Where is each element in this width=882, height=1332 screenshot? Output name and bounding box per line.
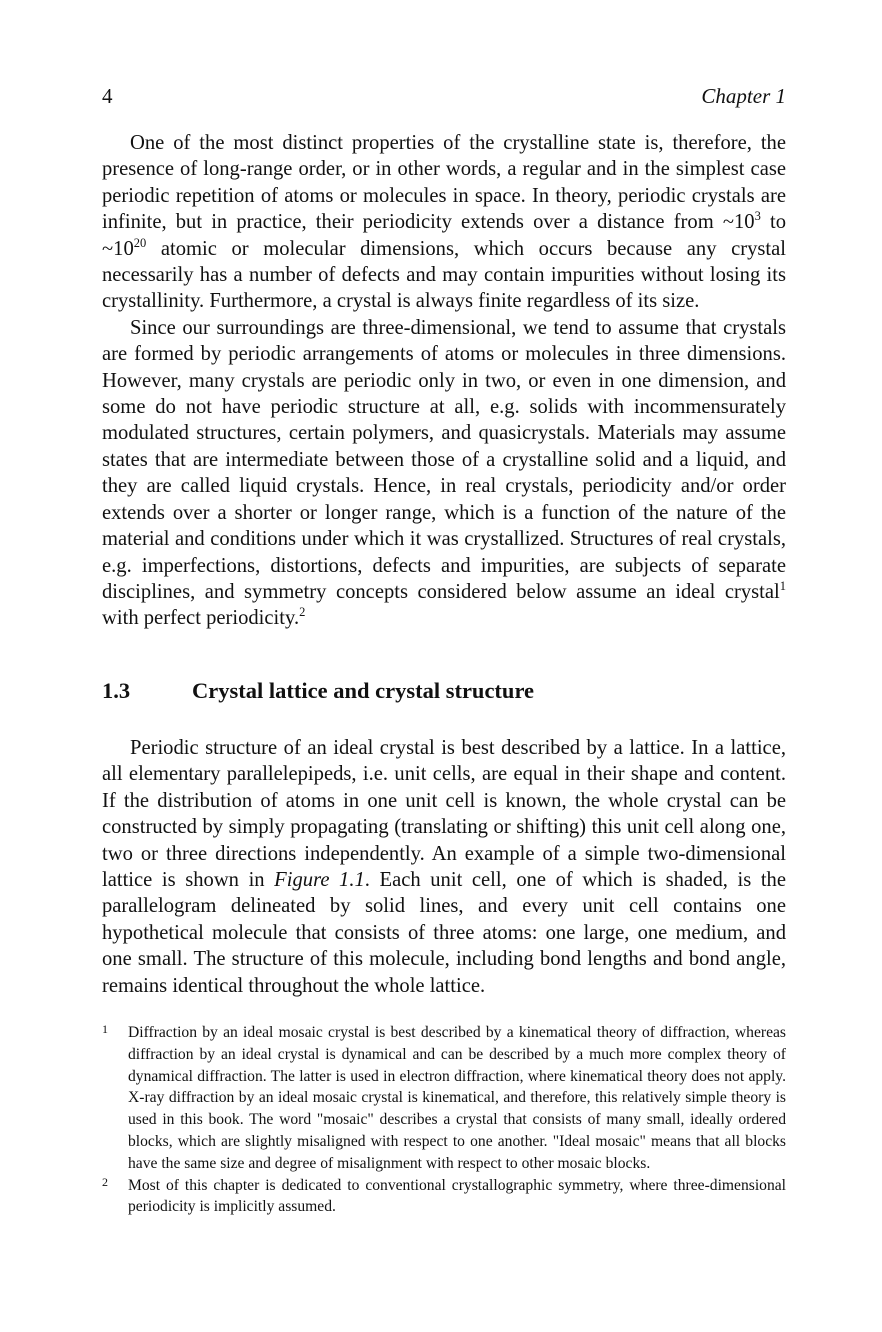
- paragraph-lattice: Periodic structure of an ideal crystal is best described by a lattice. In a lattice, all elementary parallelepipeds, i.e. unit cells, are equal in their shape and content. If the distribution of atoms in one unit cell is known, the whole crystal can be constructed by simply propagating (translating or shifting) this unit cell along one, two or three directions independently. An example of a simple two-dimensional lattice is shown in Figure 1.1. Each unit cell, one of which is shaded, is the parallelogram delineated by solid lines, and every unit cell contains one hypothetical molecule that consists of three atoms: one large, one medium, and one small. The structure of this molecule, including bond lengths and bond angle, remains identical throughout the whole lattice.: [102, 737, 786, 997]
- footnote-mark: 2: [102, 1174, 108, 1189]
- page-number: 4: [102, 84, 113, 108]
- footnote-mark: 1: [102, 1022, 108, 1036]
- section-number: 1.3: [102, 678, 131, 703]
- figure-reference[interactable]: Figure 1.1: [274, 869, 365, 892]
- footnotes: [102, 1022, 786, 1218]
- exponent-3: 3: [754, 209, 761, 224]
- exponent-20: 20: [133, 235, 147, 250]
- paragraph-dimensionality: Since our surroundings are three-dimensional, we tend to assume that crystals are formed by periodic arrangements of atoms or molecules in three dimensions. However, many crystals are periodic only in two, or even in one dimension, and some do not have periodic structure at all, e.g. solids with incommensurately modulated structures, certain polymers, and quasicrystals. Materials may assume states that are intermediate between those of a crystalline solid and a liquid, and they are called liquid crystals. Hence, in real crystals, periodicity and/or order extends over a shorter or longer range, which is a function of the nature of the material and conditions under which it was crystallized. Structures of real crystals, e.g. imperfections, distortions, defects and impurities, are subjects of separate disciplines, and symmetry concepts considered below assume an ideal crystal$^1$ with perfect periodicity.$^2$: [102, 316, 786, 630]
- footnote-ref-2[interactable]: 2: [299, 605, 306, 620]
- footnote-text: Diffraction by an ideal mosaic crystal is best described by a kinematical theory of diffraction, whereas diffraction by an ideal crystal is dynamical and can be described by a much more complex theory of dynamical diffraction. The latter is used in electron diffraction, where kinematical theory does not apply. X-ray diffraction by an ideal mosaic crystal is kinematical, and therefore, this relatively simple theory is used in this book. The word "mosaic" describes a crystal that consists of many small, ideally ordered blocks, which are slightly misaligned with respect to one another. "Ideal mosaic" means that all blocks have the same size and degree of misalignment with respect to other mosaic blocks.: [128, 1024, 786, 1172]
- section-title: Crystal lattice and crystal structure: [192, 678, 535, 703]
- running-header: [102, 84, 786, 110]
- chapter-label: Chapter 1: [701, 84, 786, 108]
- paragraph-long-range-order: One of the most distinct properties of the crystalline state is, therefore, the presence of long-range order, or in other words, a regular and in the simplest case periodic repetition of atoms or molecules in space. In theory, periodic crystals are infinite, but in practice, their periodicity extends over a distance from $\sim 10^3$ to $\sim 10^{20}$ atomic or molecular dimensions, which occurs because any crystal necessarily has a number of defects and may contain impurities without losing its crystallinity. Furthermore, a crystal is always finite regardless of its size.: [102, 132, 786, 313]
- body-text-upper: [102, 130, 786, 632]
- footnote-text: Most of this chapter is dedicated to conventional crystallographic symmetry, where three-dimensional periodicity is implicitly assumed.: [128, 1176, 786, 1216]
- footnote-ref-1[interactable]: 1: [779, 578, 786, 593]
- footnote-2: [102, 1175, 786, 1219]
- footnote-1: [102, 1022, 786, 1175]
- body-text-lower: [102, 735, 786, 999]
